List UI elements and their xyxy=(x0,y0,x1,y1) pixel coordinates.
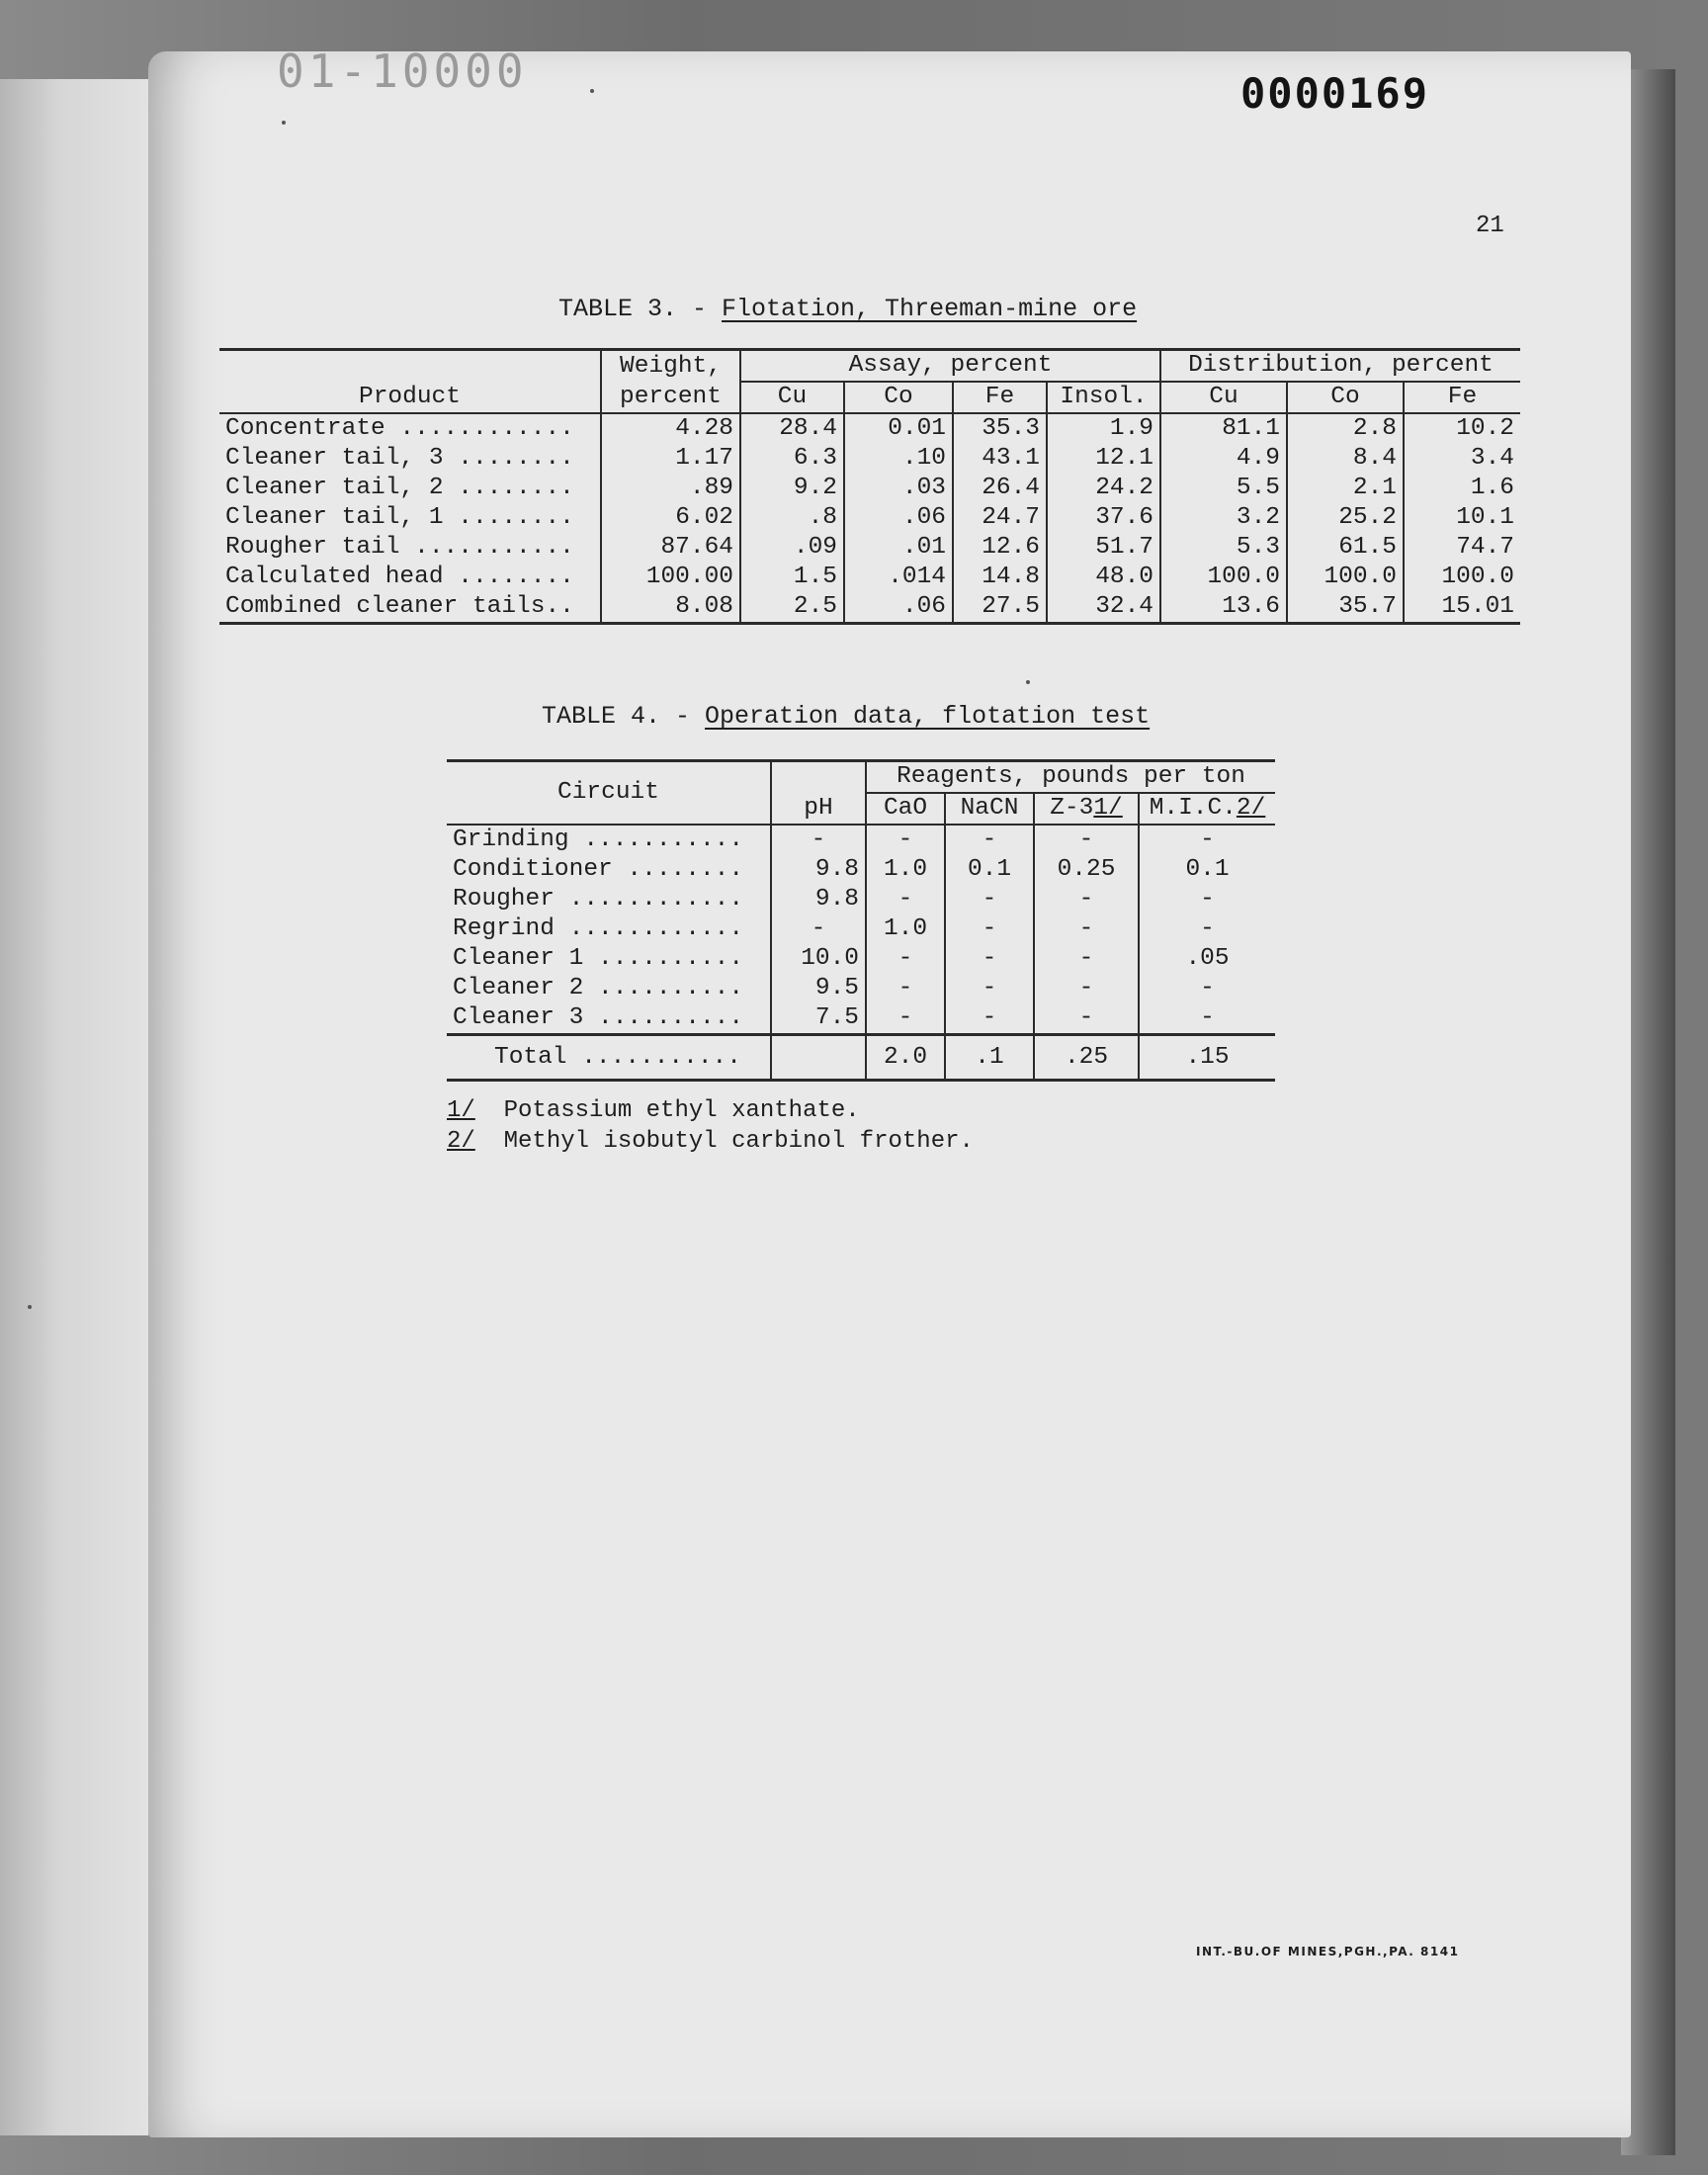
assay-co-cell: .01 xyxy=(844,533,953,563)
table4-title xyxy=(542,702,1150,731)
scan-speck xyxy=(282,121,286,125)
total-row xyxy=(447,1035,1275,1081)
total-mic-cell: .15 xyxy=(1185,1043,1230,1071)
product-cell: Concentrate ............ xyxy=(219,413,601,444)
circuit-cell: Cleaner 1 .......... xyxy=(447,944,771,974)
mic-cell: 0.1 xyxy=(1185,856,1230,883)
nacn-cell: - xyxy=(945,1003,1034,1035)
mic-cell: .05 xyxy=(1185,945,1230,972)
col-header-mic xyxy=(1139,793,1275,825)
scan-speck xyxy=(590,89,594,93)
circuit-cell: Regrind ............ xyxy=(447,914,771,944)
assay-co-cell: .06 xyxy=(844,592,953,624)
table-row xyxy=(219,563,1520,592)
assay-co-cell: 0.01 xyxy=(844,413,953,444)
cao-cell: - xyxy=(866,974,945,1003)
dist-fe-cell: 15.01 xyxy=(1441,593,1514,620)
group-header-reagents: Reagents, pounds per ton xyxy=(866,761,1275,794)
total-z3-cell: .25 xyxy=(1034,1035,1139,1081)
table4 xyxy=(447,759,1275,1082)
ph-cell: 9.8 xyxy=(771,885,866,914)
dist-cu-cell: 81.1 xyxy=(1160,413,1287,444)
col-header-dist-fe: Fe xyxy=(1447,384,1478,410)
dist-co-cell: 100.0 xyxy=(1287,563,1404,592)
assay-insol-cell: 24.2 xyxy=(1047,474,1160,503)
ph-cell: 7.5 xyxy=(771,1003,866,1035)
group-header-assay: Assay, percent xyxy=(740,350,1160,383)
col-header-assay-co: Co xyxy=(844,382,953,413)
z3-cell: - xyxy=(1034,944,1139,974)
table3 xyxy=(219,348,1520,625)
table4-title-text: Operation data, flotation test xyxy=(705,702,1151,731)
col-header-nacn xyxy=(945,793,1034,825)
table-row xyxy=(219,503,1520,533)
nacn-cell: 0.1 xyxy=(945,855,1034,885)
ph-cell: 9.8 xyxy=(771,855,866,885)
footnote-2-mark: 2/ xyxy=(447,1128,475,1155)
z3-cell: - xyxy=(1034,974,1139,1003)
table3-title-text: Flotation, Threeman-mine ore xyxy=(722,295,1138,323)
dist-co-cell: 2.8 xyxy=(1287,413,1404,444)
footnote-ref-1: 1/ xyxy=(1093,795,1123,822)
assay-cu-cell: 6.3 xyxy=(740,444,844,474)
table-row xyxy=(219,592,1520,624)
table-row xyxy=(447,944,1275,974)
table-row xyxy=(447,885,1275,914)
assay-co-cell: .10 xyxy=(844,444,953,474)
page-number: 21 xyxy=(1476,213,1504,239)
circuit-cell: Cleaner 3 .......... xyxy=(447,1003,771,1035)
col-header-ph: pH xyxy=(771,761,866,826)
total-cao-cell: 2.0 xyxy=(866,1035,945,1081)
footnote-1-text: Potassium ethyl xanthate. xyxy=(503,1097,860,1124)
assay-cu-cell: .8 xyxy=(740,503,844,533)
dist-co-cell: 2.1 xyxy=(1287,474,1404,503)
table3-title-prefix: TABLE 3. - xyxy=(558,295,723,323)
nacn-cell: - xyxy=(945,944,1034,974)
dist-fe-cell: 3.4 xyxy=(1470,445,1514,472)
mic-cell: - xyxy=(1200,1004,1215,1031)
mic-cell: - xyxy=(1200,886,1215,913)
ph-cell: - xyxy=(771,914,866,944)
z3-cell: - xyxy=(1034,885,1139,914)
col-header-cao xyxy=(866,793,945,825)
table-row xyxy=(447,855,1275,885)
assay-co-cell: .06 xyxy=(844,503,953,533)
product-cell: Cleaner tail, 3 ........ xyxy=(219,444,601,474)
assay-fe-cell: 12.6 xyxy=(953,533,1047,563)
footnote-2-text: Methyl isobutyl carbinol frother. xyxy=(503,1128,974,1155)
col-header-assay-insol: Insol. xyxy=(1047,382,1160,413)
col-header-z3-label: Z-3 xyxy=(1050,795,1094,822)
scan-speck xyxy=(1026,680,1030,684)
weight-cell: 87.64 xyxy=(601,533,740,563)
mic-cell: - xyxy=(1200,915,1215,942)
dist-cu-cell: 5.5 xyxy=(1160,474,1287,503)
footnote-1 xyxy=(447,1095,974,1126)
dist-cu-cell: 5.3 xyxy=(1160,533,1287,563)
col-header-circuit: Circuit xyxy=(447,761,771,826)
nacn-cell: - xyxy=(945,974,1034,1003)
product-cell: Combined cleaner tails.. xyxy=(219,592,601,624)
assay-cu-cell: 2.5 xyxy=(740,592,844,624)
weight-cell: 4.28 xyxy=(601,413,740,444)
dist-co-cell: 35.7 xyxy=(1287,592,1404,624)
table-row xyxy=(219,474,1520,503)
printer-imprint: INT.-BU.OF MINES,PGH.,PA. 8141 xyxy=(1196,1945,1460,1958)
dist-cu-cell: 100.0 xyxy=(1160,563,1287,592)
assay-insol-cell: 51.7 xyxy=(1047,533,1160,563)
table-row xyxy=(447,914,1275,944)
ph-cell: 10.0 xyxy=(771,944,866,974)
col-header-assay-cu: Cu xyxy=(740,382,844,413)
table-row xyxy=(219,444,1520,474)
mic-cell: - xyxy=(1200,975,1215,1001)
weight-cell: 100.00 xyxy=(601,563,740,592)
product-cell: Cleaner tail, 2 ........ xyxy=(219,474,601,503)
assay-fe-cell: 35.3 xyxy=(953,413,1047,444)
z3-cell: - xyxy=(1034,825,1139,855)
cao-cell: 1.0 xyxy=(866,914,945,944)
dist-fe-cell: 10.1 xyxy=(1456,504,1514,531)
total-ph-cell xyxy=(771,1035,866,1081)
cao-cell: - xyxy=(866,1003,945,1035)
footnote-2 xyxy=(447,1126,974,1157)
assay-cu-cell: .09 xyxy=(740,533,844,563)
assay-fe-cell: 24.7 xyxy=(953,503,1047,533)
assay-fe-cell: 27.5 xyxy=(953,592,1047,624)
footnote-ref-2: 2/ xyxy=(1236,795,1266,822)
table4-footnotes xyxy=(447,1095,974,1157)
assay-insol-cell: 12.1 xyxy=(1047,444,1160,474)
assay-fe-cell: 43.1 xyxy=(953,444,1047,474)
assay-cu-cell: 28.4 xyxy=(740,413,844,444)
nacn-cell: - xyxy=(945,885,1034,914)
dist-fe-cell: 10.2 xyxy=(1456,415,1514,442)
page-binding-edge xyxy=(0,79,148,2135)
dist-fe-cell: 1.6 xyxy=(1470,475,1514,501)
circuit-cell: Conditioner ........ xyxy=(447,855,771,885)
circuit-cell: Grinding ........... xyxy=(447,825,771,855)
weight-cell: 1.17 xyxy=(601,444,740,474)
scan-speck xyxy=(28,1305,32,1309)
weight-cell: .89 xyxy=(601,474,740,503)
dist-cu-cell: 3.2 xyxy=(1160,503,1287,533)
col-header-mic-label: M.I.C. xyxy=(1149,795,1237,822)
col-header-cao-label: CaO xyxy=(883,795,928,822)
col-header-product: Product xyxy=(219,350,601,414)
assay-co-cell: .03 xyxy=(844,474,953,503)
cao-cell: 1.0 xyxy=(866,855,945,885)
dist-cu-cell: 13.6 xyxy=(1160,592,1287,624)
total-nacn-cell: .1 xyxy=(945,1035,1034,1081)
col-header-dist-cu: Cu xyxy=(1160,382,1287,413)
table-row xyxy=(447,1003,1275,1035)
assay-cu-cell: 1.5 xyxy=(740,563,844,592)
dist-fe-cell: 100.0 xyxy=(1441,564,1514,590)
col-header-z3 xyxy=(1034,793,1139,825)
assay-co-cell: .014 xyxy=(844,563,953,592)
col-header-assay-fe: Fe xyxy=(953,382,1047,413)
product-cell: Calculated head ........ xyxy=(219,563,601,592)
assay-cu-cell: 9.2 xyxy=(740,474,844,503)
nacn-cell: - xyxy=(945,914,1034,944)
product-cell: Cleaner tail, 1 ........ xyxy=(219,503,601,533)
dist-co-cell: 25.2 xyxy=(1287,503,1404,533)
table3-title xyxy=(558,295,1137,323)
col-header-nacn-label: NaCN xyxy=(960,795,1019,822)
total-label: Total ........... xyxy=(447,1035,771,1081)
table4-title-prefix: TABLE 4. - xyxy=(542,702,706,731)
product-cell: Rougher tail ........... xyxy=(219,533,601,563)
assay-insol-cell: 48.0 xyxy=(1047,563,1160,592)
group-header-distribution: Distribution, percent xyxy=(1160,350,1520,383)
assay-insol-cell: 1.9 xyxy=(1047,413,1160,444)
z3-cell: 0.25 xyxy=(1034,855,1139,885)
col-header-weight-line1: Weight, xyxy=(601,350,740,383)
dist-fe-cell: 74.7 xyxy=(1456,534,1514,561)
nacn-cell: - xyxy=(945,825,1034,855)
footnote-1-mark: 1/ xyxy=(447,1097,475,1124)
z3-cell: - xyxy=(1034,1003,1139,1035)
table-row xyxy=(219,413,1520,444)
col-header-weight-line2: percent xyxy=(601,382,740,413)
cao-cell: - xyxy=(866,944,945,974)
cao-cell: - xyxy=(866,825,945,855)
ph-cell: - xyxy=(771,825,866,855)
table-row xyxy=(219,533,1520,563)
ph-cell: 9.5 xyxy=(771,974,866,1003)
dist-cu-cell: 4.9 xyxy=(1160,444,1287,474)
dist-co-cell: 61.5 xyxy=(1287,533,1404,563)
weight-cell: 8.08 xyxy=(601,592,740,624)
dist-co-cell: 8.4 xyxy=(1287,444,1404,474)
mic-cell: - xyxy=(1200,826,1215,853)
cao-cell: - xyxy=(866,885,945,914)
faint-stamp: 01-10000 xyxy=(277,44,528,98)
assay-insol-cell: 37.6 xyxy=(1047,503,1160,533)
circuit-cell: Cleaner 2 .......... xyxy=(447,974,771,1003)
z3-cell: - xyxy=(1034,914,1139,944)
assay-fe-cell: 26.4 xyxy=(953,474,1047,503)
table-row xyxy=(447,974,1275,1003)
table-row xyxy=(447,825,1275,855)
assay-fe-cell: 14.8 xyxy=(953,563,1047,592)
assay-insol-cell: 32.4 xyxy=(1047,592,1160,624)
document-number: 0000169 xyxy=(1240,69,1430,118)
circuit-cell: Rougher ............ xyxy=(447,885,771,914)
col-header-dist-co: Co xyxy=(1287,382,1404,413)
weight-cell: 6.02 xyxy=(601,503,740,533)
